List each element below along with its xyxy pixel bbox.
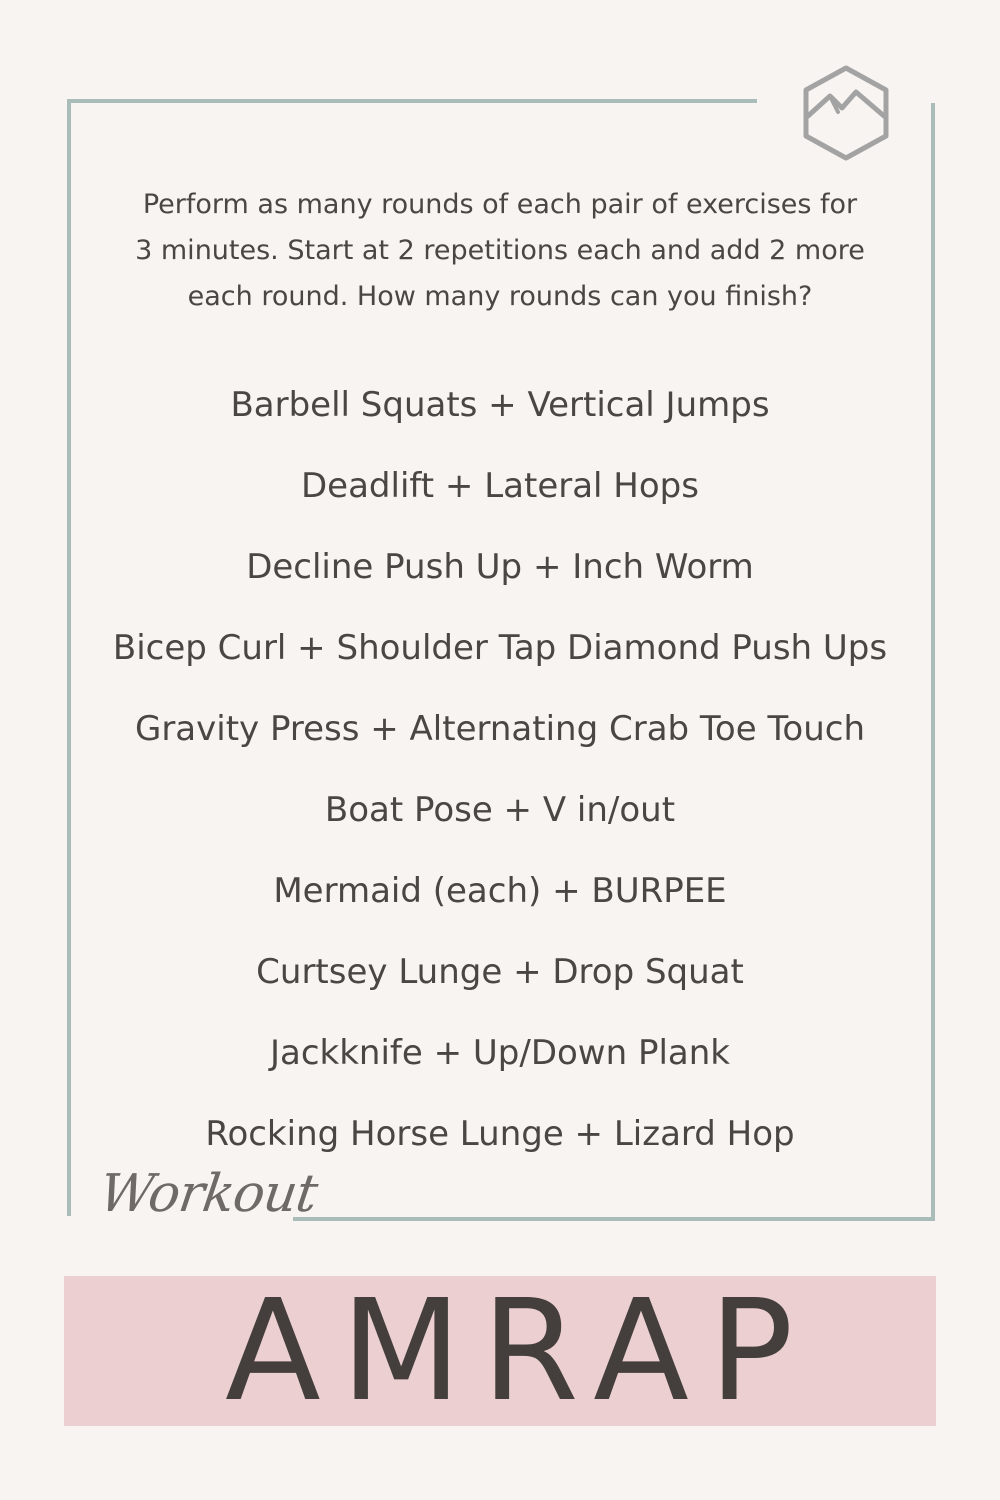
workout-subtitle: Workout [95, 1164, 321, 1224]
frame-right-line [931, 103, 935, 1221]
exercise-item: Deadlift + Lateral Hops [301, 466, 699, 506]
exercise-item: Boat Pose + V in/out [324, 790, 676, 830]
page-title: AMRAP [225, 1270, 814, 1433]
frame-top-line [67, 99, 757, 103]
exercise-item: Curtsey Lunge + Drop Squat [256, 952, 744, 992]
exercise-item: Rocking Horse Lunge + Lizard Hop [205, 1114, 795, 1154]
mountain-hexagon-icon [800, 64, 892, 162]
exercise-item: Jackknife + Up/Down Plank [269, 1033, 730, 1073]
intro-text: Perform as many rounds of each pair of exercises for 3 minutes. Start at 2 repetitions each and add 2 more each round. How many rounds can you finish? [135, 189, 865, 312]
exercise-list [70, 376, 930, 1186]
exercise-item: Barbell Squats + Vertical Jumps [230, 385, 770, 425]
exercise-item: Decline Push Up + Inch Worm [246, 547, 754, 587]
frame-bottom-line [293, 1217, 935, 1221]
exercise-item: Mermaid (each) + BURPEE [273, 871, 727, 911]
exercise-item: Gravity Press + Alternating Crab Toe Touch [134, 709, 866, 749]
exercise-item: Bicep Curl + Shoulder Tap Diamond Push Ups [112, 628, 888, 668]
